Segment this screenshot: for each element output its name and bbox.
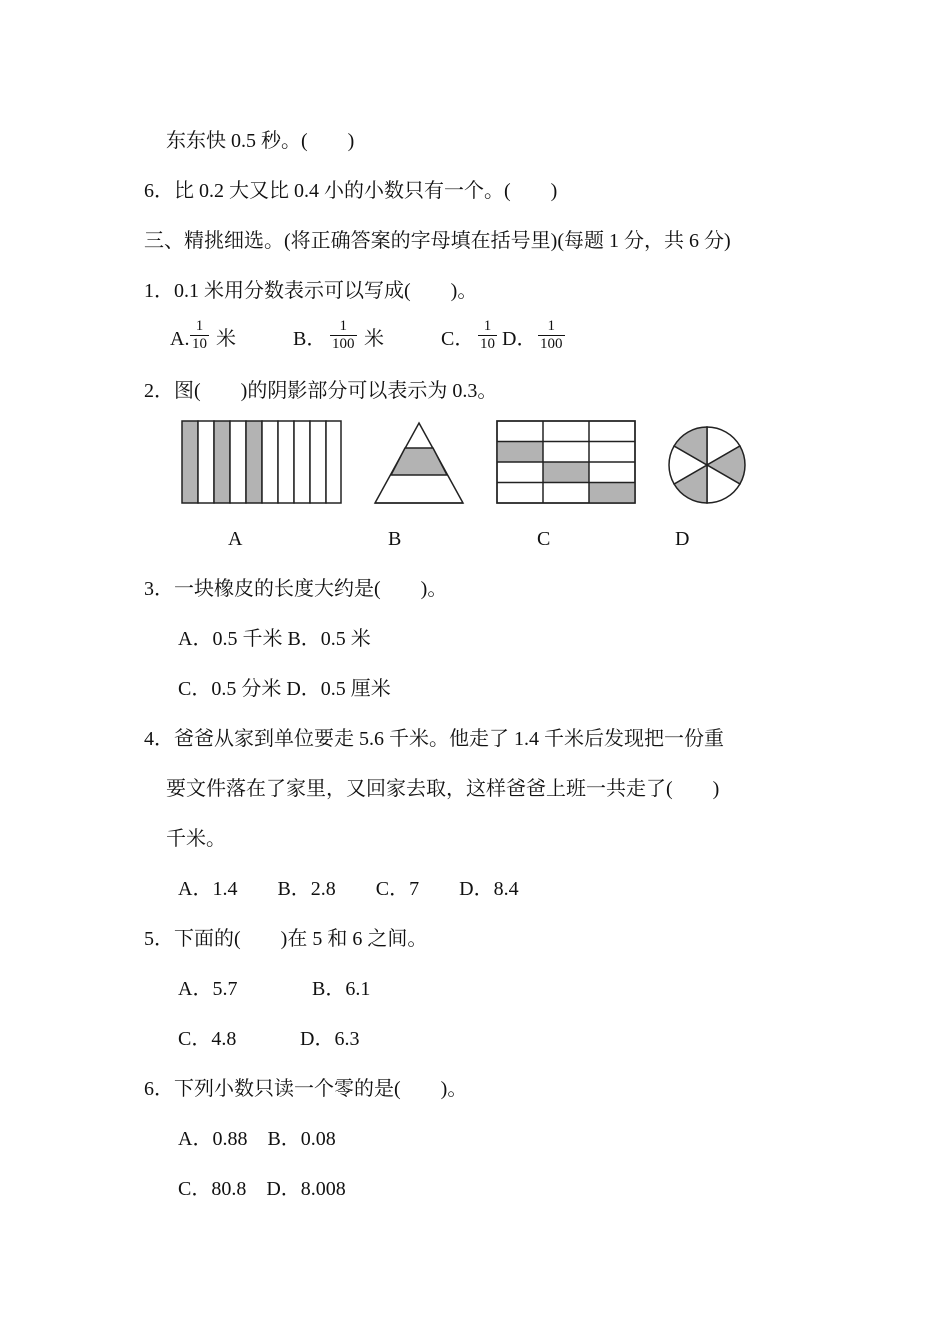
choice-question-5: 5．下面的( )在 5 和 6 之间。 [144,928,428,950]
section-heading: 三、精挑细选。(将正确答案的字母填在括号里)(每题 1 分，共 6 分) [144,230,731,252]
fraction-denominator: 100 [540,336,563,352]
figure-label-a: A [228,528,243,550]
option-a-fraction [190,318,209,353]
option-a-unit: 米 [216,328,236,350]
figure-a-strips [181,420,343,506]
choice-question-4-cont: 要文件落在了家里，又回家去取，这样爸爸上班一共走了( ) [166,778,720,800]
fraction-numerator: 1 [483,318,492,334]
option-c-prefix: C． [441,328,475,350]
q6-options-row-1: A．0.88 B．0.08 [178,1128,336,1150]
q5-option-a: A．5.7 [178,978,238,1000]
choice-question-1: 1．0.1 米用分数表示可以写成( )。 [144,280,478,302]
q5-option-b: B．6.1 [312,978,371,1000]
judge-question-6: 6．比 0.2 大又比 0.4 小的小数只有一个。( ) [144,180,558,202]
option-b-fraction [330,318,357,353]
choice-question-2: 2．图( )的阴影部分可以表示为 0.3。 [144,380,498,402]
option-c-fraction [478,318,497,353]
fraction-numerator: 1 [195,318,204,334]
figure-d-circle [666,424,748,506]
fraction-numerator: 1 [339,318,347,334]
q6-options-row-2: C．80.8 D．8.008 [178,1178,346,1200]
q3-options-row-2: C．0.5 分米 D．0.5 厘米 [178,678,391,700]
option-d-fraction [538,318,565,353]
option-b-unit: 米 [364,328,384,350]
figure-label-c: C [537,528,551,550]
q5-option-d: D．6.3 [300,1028,360,1050]
option-a-prefix: A. [170,328,190,350]
q5-option-c: C．4.8 [178,1028,237,1050]
figure-label-b: B [388,528,402,550]
fraction-denominator: 10 [192,336,207,352]
q4-options: A．1.4 B．2.8 C．7 D．8.4 [178,878,519,900]
figure-c-grid [496,420,638,506]
figure-b-triangle [372,420,466,506]
figure-label-d: D [675,528,690,550]
fraction-denominator: 100 [332,336,355,352]
option-b-prefix: B． [293,328,327,350]
choice-question-4-cont2: 千米。 [166,828,226,850]
fraction-denominator: 10 [480,336,495,352]
choice-question-4: 4．爸爸从家到单位要走 5.6 千米。他走了 1.4 千米后发现把一份重 [144,728,724,750]
choice-question-3: 3．一块橡皮的长度大约是( )。 [144,578,448,600]
option-d-prefix: D． [502,328,537,350]
fraction-numerator: 1 [547,318,555,334]
q3-options-row-1: A．0.5 千米 B．0.5 米 [178,628,371,650]
continued-text: 东东快 0.5 秒。( ) [166,130,355,152]
choice-question-6: 6．下列小数只读一个零的是( )。 [144,1078,468,1100]
